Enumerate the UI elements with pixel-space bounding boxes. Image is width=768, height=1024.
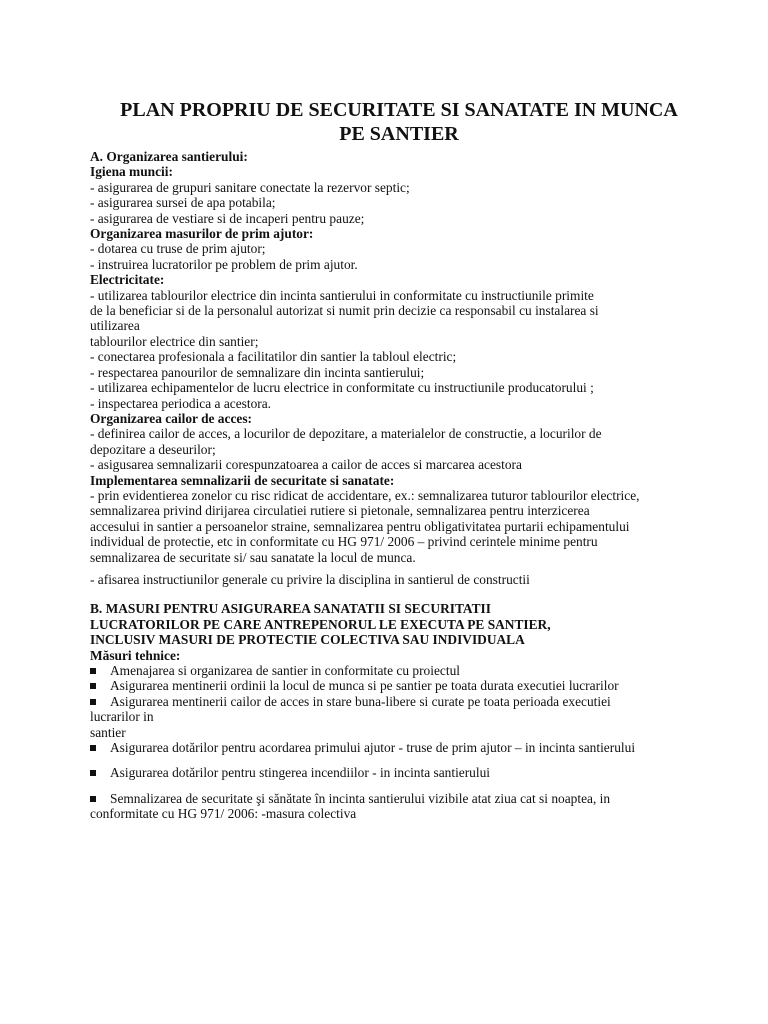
square-bullet-icon (90, 668, 96, 674)
text-line: - asigusarea semnalizarii corespunzatoarea a cailor de acces si marcarea acestora (90, 457, 522, 473)
prim-ajutor-heading: Organizarea masurilor de prim ajutor: (90, 226, 314, 242)
square-bullet-icon (90, 770, 96, 776)
text-line: - conectarea profesionala a facilitatilor din santier la tabloul electric; (90, 349, 457, 365)
text-line: semnalizarea de securitate si/ sau sanatate la locul de munca. (90, 549, 416, 565)
title-line-2: PE SANTIER (339, 123, 459, 145)
masuri-tehnice-heading: Măsuri tehnice: (90, 647, 181, 663)
list-item: Asigurarea dotărilor pentru stingerea incendiilor - in incinta santierului (90, 765, 708, 780)
section-b-heading: INCLUSIV MASURI DE PROTECTIE COLECTIVA SAU INDIVIDUALA (90, 632, 525, 648)
text-line: individual de protectie, etc in conformitate cu HG 971/ 2006 – privind cerintele minime pentru (90, 534, 598, 550)
list-item: - asigurarea de vestiare si de incaperi pentru pauze; (90, 210, 365, 226)
text-line: - respectarea panourilor de semnalizare din incinta santierului; (90, 364, 425, 380)
text-line: - utilizarea echipamentelor de lucru electrice in conformitate cu instructiunile producatorului ; (90, 380, 594, 396)
list-item: Semnalizarea de securitate şi sănătate în incinta santierului vizibile atat ziua cat si noaptea, in (90, 791, 708, 806)
text-line: utilizarea (90, 318, 140, 334)
electricitate-heading: Electricitate: (90, 272, 165, 288)
document-title (90, 98, 708, 146)
section-b-heading: B. MASURI PENTRU ASIGURAREA SANATATII SI SECURITATII (90, 601, 491, 617)
text-line: - utilizarea tablourilor electrice din incinta santierului in conformitate cu instructiunile primite (90, 287, 594, 303)
section-b-heading: LUCRATORILOR PE CARE ANTREPENORUL LE EXECUTA PE SANTIER, (90, 616, 551, 632)
igiena-heading: Igiena muncii: (90, 164, 173, 180)
text-line: conformitate cu HG 971/ 2006: -masura colectiva (90, 806, 357, 822)
text-line: lucrarilor in (90, 709, 154, 725)
text-line: semnalizarea privind dirijarea circulatiei rutiere si pietonale, semnalizarea pentru interzicerea (90, 503, 590, 519)
square-bullet-icon (90, 796, 96, 802)
title-line-1: PLAN PROPRIU DE SECURITATE SI SANATATE IN MUNCA (120, 99, 678, 121)
list-item: - asigurarea sursei de apa potabila; (90, 195, 276, 211)
text-line: - definirea cailor de acces, a locurilor de depozitare, a materialelor de constructie, a locurilor de (90, 426, 602, 442)
list-item: - asigurarea de grupuri sanitare conectate la rezervor septic; (90, 179, 410, 195)
text-line: tablourilor electrice din santier; (90, 333, 259, 349)
text-line: depozitare a deseurilor; (90, 441, 216, 457)
text-line: - prin evidentierea zonelor cu risc ridicat de accidentare, ex.: semnalizarea tuturor tablourilor electrice, (90, 487, 640, 503)
list-item: Asigurarea dotărilor pentru acordarea primului ajutor - truse de prim ajutor – in incinta santierului (90, 740, 708, 755)
text-line: - inspectarea periodica a acestora. (90, 395, 272, 411)
text-line: accesului in santier a persoanelor straine, semnalizarea pentru obligativitatea purtarii echipamentului (90, 518, 630, 534)
text-line: de la beneficiar si de la personalul autorizat si numit prin decizie ca responsabil cu instalarea si (90, 303, 599, 319)
square-bullet-icon (90, 699, 96, 705)
square-bullet-icon (90, 683, 96, 689)
section-a-heading: A. Organizarea santierului: (90, 149, 248, 164)
list-item: - dotarea cu truse de prim ajutor; (90, 241, 266, 257)
semnalizare-heading: Implementarea semnalizarii de securitate si sanatate: (90, 472, 395, 488)
list-item: Asigurarea mentinerii ordinii la locul de munca si pe santier pe toata durata executiei lucrarilor (90, 678, 708, 693)
section-a (90, 149, 708, 587)
square-bullet-icon (90, 745, 96, 751)
section-b (90, 601, 708, 821)
cai-acces-heading: Organizarea cailor de acces: (90, 410, 253, 426)
text-line: santier (90, 724, 126, 740)
list-item: Asigurarea mentinerii cailor de acces in stare buna-libere si curate pe toata perioada executiei (90, 694, 708, 709)
text-line: - afisarea instructiunilor generale cu privire la disciplina in santierul de constructii (90, 571, 530, 587)
list-item: - instruirea lucratorilor pe problem de prim ajutor. (90, 256, 358, 272)
list-item: Amenajarea si organizarea de santier in conformitate cu proiectul (90, 663, 708, 678)
